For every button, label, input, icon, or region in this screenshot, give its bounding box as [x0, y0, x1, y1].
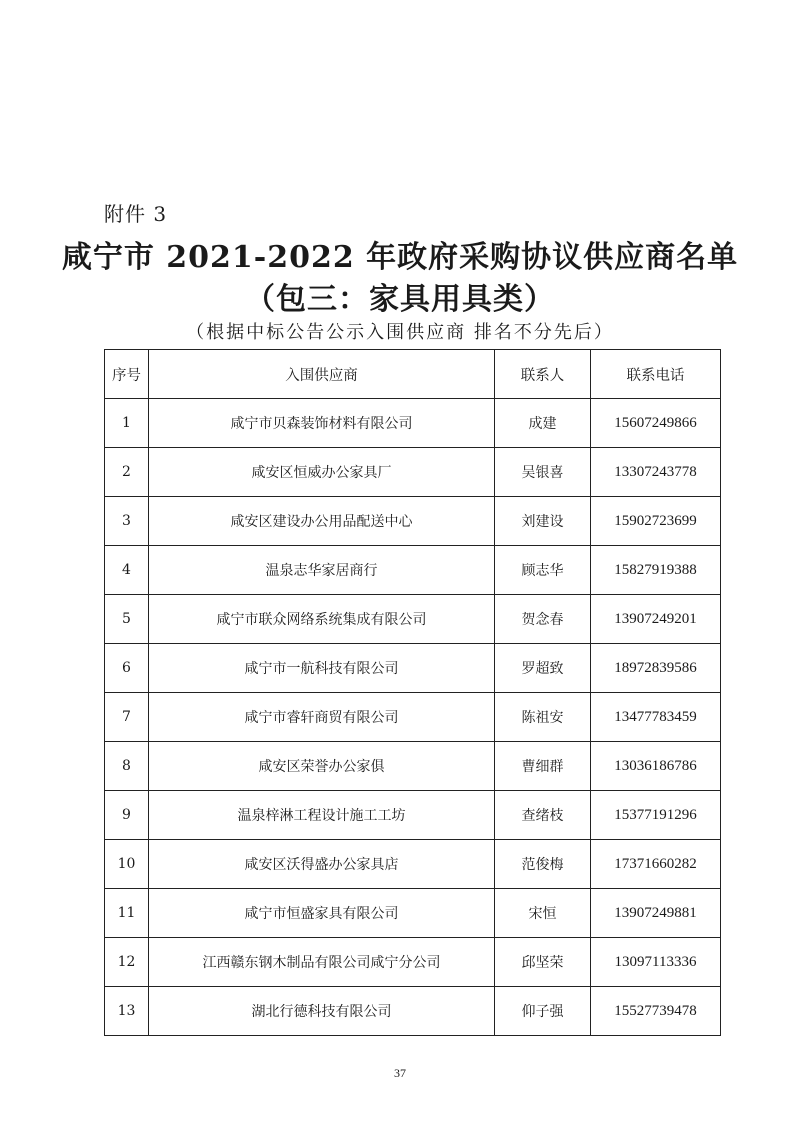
cell-serial-number: 4 [105, 546, 149, 595]
cell-contact: 邱坚荣 [495, 938, 591, 987]
cell-vendor: 江西赣东钢木制品有限公司咸宁分公司 [149, 938, 495, 987]
document-title-package: （包三：家具用具类） [245, 282, 555, 317]
cell-phone: 15377191296 [591, 791, 721, 840]
cell-serial-number: 9 [105, 791, 149, 840]
table-row [105, 448, 721, 497]
cell-phone: 15607249866 [591, 399, 721, 448]
cell-vendor: 温泉志华家居商行 [149, 546, 495, 595]
cell-vendor: 咸宁市联众网络系统集成有限公司 [149, 595, 495, 644]
table-row [105, 938, 721, 987]
cell-serial-number: 12 [105, 938, 149, 987]
cell-contact: 成建 [495, 399, 591, 448]
cell-contact: 陈祖安 [495, 693, 591, 742]
cell-contact: 仰子强 [495, 987, 591, 1036]
header-contact: 联系人 [495, 350, 591, 399]
cell-serial-number: 6 [105, 644, 149, 693]
cell-vendor: 湖北行德科技有限公司 [149, 987, 495, 1036]
table-row [105, 693, 721, 742]
cell-contact: 查绪枝 [495, 791, 591, 840]
cell-phone: 13907249881 [591, 889, 721, 938]
cell-serial-number: 5 [105, 595, 149, 644]
header-serial-number: 序号 [105, 350, 149, 399]
cell-vendor: 咸宁市一航科技有限公司 [149, 644, 495, 693]
cell-phone: 13907249201 [591, 595, 721, 644]
cell-serial-number: 10 [105, 840, 149, 889]
table-header-row [105, 350, 721, 399]
cell-contact: 宋恒 [495, 889, 591, 938]
cell-phone: 18972839586 [591, 644, 721, 693]
cell-phone: 17371660282 [591, 840, 721, 889]
cell-vendor: 咸宁市睿轩商贸有限公司 [149, 693, 495, 742]
table-row [105, 987, 721, 1036]
cell-contact: 刘建设 [495, 497, 591, 546]
cell-phone: 15827919388 [591, 546, 721, 595]
document-subtitle: （根据中标公告公示入围供应商 排名不分先后） [186, 322, 614, 343]
table-row [105, 595, 721, 644]
cell-serial-number: 3 [105, 497, 149, 546]
cell-vendor: 咸宁市贝森装饰材料有限公司 [149, 399, 495, 448]
cell-serial-number: 13 [105, 987, 149, 1036]
table-row [105, 840, 721, 889]
cell-vendor: 咸安区恒威办公家具厂 [149, 448, 495, 497]
cell-phone: 13477783459 [591, 693, 721, 742]
table-row [105, 497, 721, 546]
header-phone: 联系电话 [591, 350, 721, 399]
cell-contact: 贺念春 [495, 595, 591, 644]
cell-vendor: 咸安区荣誉办公家俱 [149, 742, 495, 791]
header-vendor: 入围供应商 [149, 350, 495, 399]
table-row [105, 889, 721, 938]
cell-contact: 范俊梅 [495, 840, 591, 889]
cell-phone: 15902723699 [591, 497, 721, 546]
table-row [105, 399, 721, 448]
table-row [105, 546, 721, 595]
table-row [105, 742, 721, 791]
cell-contact: 顾志华 [495, 546, 591, 595]
attachment-label: 附件 3 [104, 202, 168, 226]
cell-vendor: 咸安区建设办公用品配送中心 [149, 497, 495, 546]
cell-vendor: 咸安区沃得盛办公家具店 [149, 840, 495, 889]
cell-vendor: 温泉梓淋工程设计施工工坊 [149, 791, 495, 840]
page-number: 37 [394, 1066, 406, 1080]
table-row [105, 644, 721, 693]
cell-contact: 罗超致 [495, 644, 591, 693]
cell-vendor: 咸宁市恒盛家具有限公司 [149, 889, 495, 938]
cell-phone: 13036186786 [591, 742, 721, 791]
vendor-table [104, 349, 721, 1036]
cell-serial-number: 2 [105, 448, 149, 497]
cell-serial-number: 11 [105, 889, 149, 938]
cell-serial-number: 7 [105, 693, 149, 742]
table-row [105, 791, 721, 840]
cell-contact: 曹细群 [495, 742, 591, 791]
vendor-table-body [105, 399, 721, 1036]
cell-serial-number: 1 [105, 399, 149, 448]
cell-phone: 13307243778 [591, 448, 721, 497]
cell-contact: 吴银喜 [495, 448, 591, 497]
document-title: 咸宁市 2021-2022 年政府采购协议供应商名单 [61, 240, 739, 275]
cell-phone: 13097113336 [591, 938, 721, 987]
cell-serial-number: 8 [105, 742, 149, 791]
cell-phone: 15527739478 [591, 987, 721, 1036]
